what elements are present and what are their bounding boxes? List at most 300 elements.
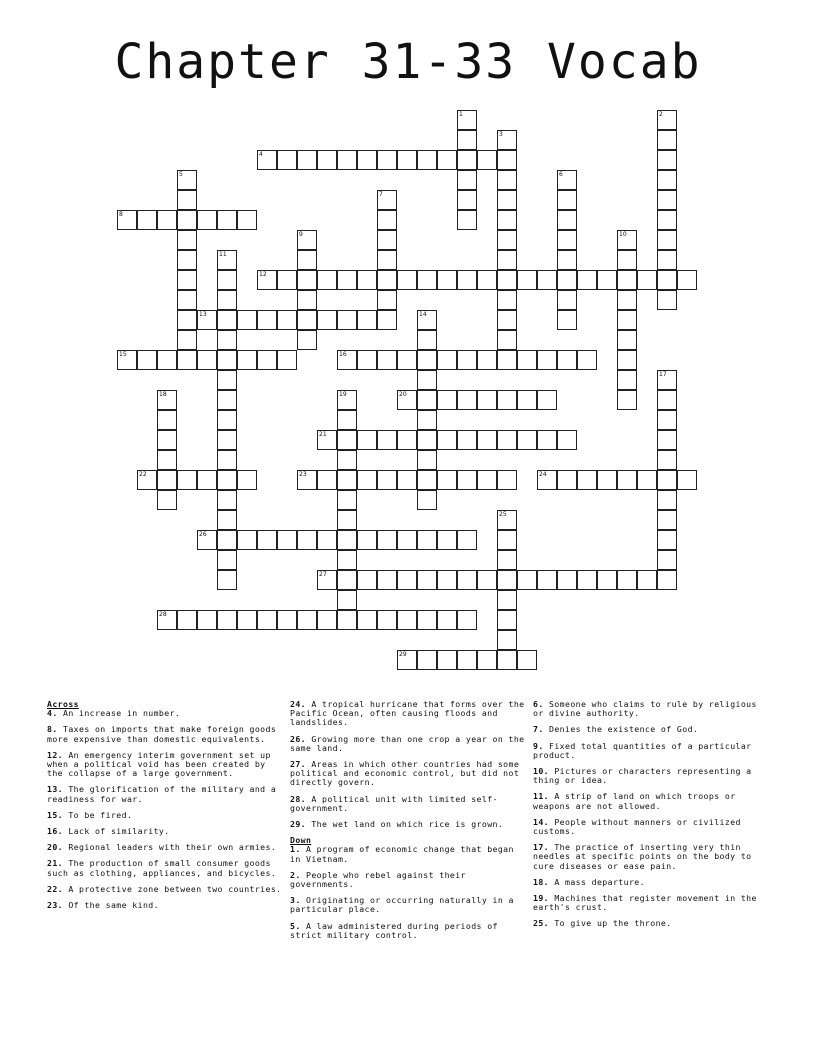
grid-cell[interactable] bbox=[617, 370, 637, 390]
grid-cell[interactable] bbox=[557, 470, 577, 490]
grid-cell[interactable] bbox=[577, 470, 597, 490]
grid-cell[interactable] bbox=[457, 470, 477, 490]
grid-cell[interactable] bbox=[177, 470, 197, 490]
grid-cell[interactable] bbox=[237, 530, 257, 550]
grid-cell[interactable] bbox=[637, 570, 657, 590]
grid-cell[interactable] bbox=[377, 270, 397, 290]
grid-cell[interactable] bbox=[177, 310, 197, 330]
grid-cell[interactable] bbox=[437, 390, 457, 410]
grid-cell[interactable] bbox=[457, 150, 477, 170]
grid-cell[interactable] bbox=[477, 270, 497, 290]
grid-cell[interactable] bbox=[657, 550, 677, 570]
grid-cell[interactable] bbox=[437, 150, 457, 170]
grid-cell[interactable] bbox=[337, 530, 357, 550]
grid-cell[interactable] bbox=[617, 270, 637, 290]
grid-cell[interactable] bbox=[377, 610, 397, 630]
grid-cell[interactable] bbox=[517, 350, 537, 370]
grid-cell[interactable] bbox=[597, 270, 617, 290]
grid-cell[interactable] bbox=[517, 570, 537, 590]
grid-cell[interactable] bbox=[477, 390, 497, 410]
grid-cell[interactable] bbox=[357, 310, 377, 330]
grid-cell[interactable] bbox=[417, 470, 437, 490]
grid-cell[interactable] bbox=[557, 310, 577, 330]
grid-cell[interactable] bbox=[397, 430, 417, 450]
grid-cell[interactable] bbox=[217, 530, 237, 550]
grid-cell[interactable] bbox=[217, 270, 237, 290]
grid-cell[interactable] bbox=[657, 470, 677, 490]
grid-cell[interactable] bbox=[617, 290, 637, 310]
grid-cell[interactable] bbox=[557, 270, 577, 290]
grid-cell[interactable] bbox=[517, 390, 537, 410]
grid-cell[interactable] bbox=[377, 250, 397, 270]
grid-cell[interactable] bbox=[677, 270, 697, 290]
grid-cell[interactable] bbox=[457, 530, 477, 550]
grid-cell[interactable] bbox=[397, 570, 417, 590]
grid-cell[interactable] bbox=[317, 530, 337, 550]
grid-cell[interactable] bbox=[417, 150, 437, 170]
grid-cell[interactable] bbox=[657, 370, 677, 390]
grid-cell[interactable] bbox=[537, 390, 557, 410]
clue-text: Of the same kind. bbox=[63, 900, 159, 911]
grid-cell[interactable] bbox=[517, 430, 537, 450]
grid-cell[interactable] bbox=[257, 270, 277, 290]
grid-cell[interactable] bbox=[157, 410, 177, 430]
grid-cell[interactable] bbox=[297, 250, 317, 270]
clue-number-label: 12. bbox=[47, 749, 63, 760]
grid-cell[interactable] bbox=[257, 150, 277, 170]
grid-cell[interactable] bbox=[157, 450, 177, 470]
grid-cell[interactable] bbox=[277, 530, 297, 550]
grid-cell[interactable] bbox=[417, 330, 437, 350]
grid-cell[interactable] bbox=[297, 230, 317, 250]
grid-cell[interactable] bbox=[157, 390, 177, 410]
grid-cell[interactable] bbox=[397, 470, 417, 490]
grid-cell[interactable] bbox=[217, 210, 237, 230]
grid-cell[interactable] bbox=[477, 650, 497, 670]
grid-cell[interactable] bbox=[657, 230, 677, 250]
grid-cell[interactable] bbox=[437, 570, 457, 590]
grid-cell[interactable] bbox=[497, 230, 517, 250]
grid-cell[interactable] bbox=[457, 130, 477, 150]
grid-cell[interactable] bbox=[377, 570, 397, 590]
grid-cell[interactable] bbox=[557, 170, 577, 190]
grid-cell[interactable] bbox=[497, 330, 517, 350]
grid-cell[interactable] bbox=[137, 470, 157, 490]
grid-cell[interactable] bbox=[377, 190, 397, 210]
grid-cell[interactable] bbox=[417, 610, 437, 630]
grid-cell[interactable] bbox=[517, 270, 537, 290]
clue-text: Originating or occurring naturally in a particular place. bbox=[290, 895, 514, 915]
grid-cell[interactable] bbox=[677, 470, 697, 490]
grid-cell[interactable] bbox=[617, 470, 637, 490]
grid-cell[interactable] bbox=[497, 530, 517, 550]
grid-cell[interactable] bbox=[497, 290, 517, 310]
grid-cell[interactable] bbox=[497, 350, 517, 370]
grid-cell[interactable] bbox=[617, 230, 637, 250]
grid-cell[interactable] bbox=[237, 310, 257, 330]
grid-cell[interactable] bbox=[297, 610, 317, 630]
grid-cell[interactable] bbox=[557, 570, 577, 590]
grid-cell[interactable] bbox=[177, 190, 197, 210]
grid-cell[interactable] bbox=[497, 190, 517, 210]
grid-cell[interactable] bbox=[337, 450, 357, 470]
grid-cell[interactable] bbox=[617, 350, 637, 370]
grid-cell[interactable] bbox=[317, 470, 337, 490]
grid-cell[interactable] bbox=[657, 210, 677, 230]
grid-cell[interactable] bbox=[337, 470, 357, 490]
grid-cell[interactable] bbox=[297, 470, 317, 490]
clues-column-1 bbox=[47, 700, 283, 917]
clue-number-label: 2. bbox=[290, 869, 301, 880]
across-clue bbox=[47, 709, 283, 718]
grid-cell[interactable] bbox=[357, 570, 377, 590]
grid-cell[interactable] bbox=[277, 350, 297, 370]
grid-cell[interactable] bbox=[177, 330, 197, 350]
grid-cell[interactable] bbox=[417, 530, 437, 550]
grid-cell[interactable] bbox=[137, 350, 157, 370]
grid-cell[interactable] bbox=[117, 350, 137, 370]
grid-cell[interactable] bbox=[157, 470, 177, 490]
grid-cell[interactable] bbox=[637, 270, 657, 290]
grid-cell[interactable] bbox=[497, 150, 517, 170]
grid-cell[interactable] bbox=[257, 350, 277, 370]
grid-cell[interactable] bbox=[497, 590, 517, 610]
grid-cell[interactable] bbox=[157, 430, 177, 450]
grid-cell[interactable] bbox=[397, 610, 417, 630]
grid-cell[interactable] bbox=[457, 270, 477, 290]
grid-cell[interactable] bbox=[657, 170, 677, 190]
grid-cell[interactable] bbox=[577, 350, 597, 370]
grid-cell[interactable] bbox=[297, 270, 317, 290]
grid-cell[interactable] bbox=[457, 390, 477, 410]
grid-cell[interactable] bbox=[537, 430, 557, 450]
grid-cell[interactable] bbox=[437, 430, 457, 450]
grid-cell[interactable] bbox=[457, 570, 477, 590]
grid-cell[interactable] bbox=[277, 610, 297, 630]
grid-cell[interactable] bbox=[397, 530, 417, 550]
grid-cell[interactable] bbox=[217, 330, 237, 350]
grid-cell[interactable] bbox=[537, 270, 557, 290]
grid-cell[interactable] bbox=[217, 550, 237, 570]
grid-cell[interactable] bbox=[497, 170, 517, 190]
grid-cell[interactable] bbox=[417, 570, 437, 590]
grid-cell[interactable] bbox=[657, 190, 677, 210]
grid-cell[interactable] bbox=[337, 410, 357, 430]
grid-cell[interactable] bbox=[377, 230, 397, 250]
grid-cell[interactable] bbox=[217, 290, 237, 310]
grid-cell[interactable] bbox=[437, 270, 457, 290]
grid-cell[interactable] bbox=[417, 390, 437, 410]
down-clue bbox=[290, 845, 526, 863]
grid-cell[interactable] bbox=[177, 210, 197, 230]
grid-cell[interactable] bbox=[457, 110, 477, 130]
grid-cell[interactable] bbox=[277, 310, 297, 330]
grid-cell[interactable] bbox=[457, 610, 477, 630]
grid-cell[interactable] bbox=[337, 310, 357, 330]
grid-cell[interactable] bbox=[357, 350, 377, 370]
clue-number: 26 bbox=[199, 531, 207, 538]
grid-cell[interactable] bbox=[457, 650, 477, 670]
grid-cell[interactable] bbox=[197, 210, 217, 230]
grid-cell[interactable] bbox=[497, 310, 517, 330]
grid-cell[interactable] bbox=[657, 570, 677, 590]
grid-cell[interactable] bbox=[237, 350, 257, 370]
grid-cell[interactable] bbox=[357, 430, 377, 450]
grid-cell[interactable] bbox=[177, 610, 197, 630]
grid-cell[interactable] bbox=[437, 610, 457, 630]
grid-cell[interactable] bbox=[417, 350, 437, 370]
grid-cell[interactable] bbox=[217, 350, 237, 370]
grid-cell[interactable] bbox=[577, 270, 597, 290]
grid-cell[interactable] bbox=[377, 430, 397, 450]
grid-cell[interactable] bbox=[337, 490, 357, 510]
grid-cell[interactable] bbox=[397, 650, 417, 670]
grid-cell[interactable] bbox=[377, 530, 397, 550]
grid-cell[interactable] bbox=[337, 430, 357, 450]
grid-cell[interactable] bbox=[317, 610, 337, 630]
clue-number: 9 bbox=[299, 231, 303, 238]
grid-cell[interactable] bbox=[417, 270, 437, 290]
grid-cell[interactable] bbox=[477, 470, 497, 490]
grid-cell[interactable] bbox=[537, 570, 557, 590]
grid-cell[interactable] bbox=[657, 510, 677, 530]
grid-cell[interactable] bbox=[657, 150, 677, 170]
clue-number: 13 bbox=[199, 311, 207, 318]
grid-cell[interactable] bbox=[657, 490, 677, 510]
grid-cell[interactable] bbox=[657, 430, 677, 450]
grid-cell[interactable] bbox=[137, 210, 157, 230]
grid-cell[interactable] bbox=[157, 610, 177, 630]
grid-cell[interactable] bbox=[377, 470, 397, 490]
grid-cell[interactable] bbox=[197, 310, 217, 330]
grid-cell[interactable] bbox=[317, 270, 337, 290]
clue-number-label: 24. bbox=[290, 699, 306, 709]
grid-cell[interactable] bbox=[477, 350, 497, 370]
grid-cell[interactable] bbox=[237, 470, 257, 490]
grid-cell[interactable] bbox=[397, 390, 417, 410]
grid-cell[interactable] bbox=[337, 550, 357, 570]
clue-number-label: 21. bbox=[47, 858, 63, 869]
grid-cell[interactable] bbox=[157, 350, 177, 370]
grid-cell[interactable] bbox=[617, 310, 637, 330]
grid-cell[interactable] bbox=[657, 250, 677, 270]
grid-cell[interactable] bbox=[657, 530, 677, 550]
grid-cell[interactable] bbox=[337, 270, 357, 290]
grid-cell[interactable] bbox=[497, 650, 517, 670]
grid-cell[interactable] bbox=[217, 410, 237, 430]
grid-cell[interactable] bbox=[377, 350, 397, 370]
grid-cell[interactable] bbox=[397, 270, 417, 290]
grid-cell[interactable] bbox=[497, 510, 517, 530]
grid-cell[interactable] bbox=[177, 250, 197, 270]
grid-cell[interactable] bbox=[257, 610, 277, 630]
grid-cell[interactable] bbox=[417, 430, 437, 450]
clue-number-label: 29. bbox=[290, 819, 306, 830]
grid-cell[interactable] bbox=[497, 270, 517, 290]
grid-cell[interactable] bbox=[217, 390, 237, 410]
grid-cell[interactable] bbox=[237, 210, 257, 230]
grid-cell[interactable] bbox=[277, 150, 297, 170]
grid-cell[interactable] bbox=[397, 350, 417, 370]
grid-cell[interactable] bbox=[377, 290, 397, 310]
grid-cell[interactable] bbox=[357, 470, 377, 490]
grid-cell[interactable] bbox=[257, 310, 277, 330]
grid-cell[interactable] bbox=[277, 270, 297, 290]
grid-cell[interactable] bbox=[217, 610, 237, 630]
grid-cell[interactable] bbox=[537, 470, 557, 490]
grid-cell[interactable] bbox=[257, 530, 277, 550]
grid-cell[interactable] bbox=[457, 430, 477, 450]
grid-cell[interactable] bbox=[557, 250, 577, 270]
grid-cell[interactable] bbox=[197, 610, 217, 630]
grid-cell[interactable] bbox=[497, 550, 517, 570]
grid-cell[interactable] bbox=[317, 430, 337, 450]
grid-cell[interactable] bbox=[617, 570, 637, 590]
grid-cell[interactable] bbox=[217, 510, 237, 530]
clue-number: 23 bbox=[299, 471, 307, 478]
grid-cell[interactable] bbox=[557, 210, 577, 230]
grid-cell[interactable] bbox=[517, 650, 537, 670]
grid-cell[interactable] bbox=[457, 170, 477, 190]
grid-cell[interactable] bbox=[217, 470, 237, 490]
grid-cell[interactable] bbox=[217, 250, 237, 270]
grid-cell[interactable] bbox=[417, 370, 437, 390]
grid-cell[interactable] bbox=[337, 390, 357, 410]
grid-cell[interactable] bbox=[377, 310, 397, 330]
grid-cell[interactable] bbox=[297, 530, 317, 550]
clue-text: The practice of inserting very thin needles at specific points on the body to cure diseases or ease pain. bbox=[533, 842, 752, 871]
clue-text: Machines that register movement in the earth's crust. bbox=[533, 893, 757, 913]
grid-cell[interactable] bbox=[557, 190, 577, 210]
grid-cell[interactable] bbox=[617, 250, 637, 270]
grid-cell[interactable] bbox=[657, 390, 677, 410]
grid-cell[interactable] bbox=[657, 410, 677, 430]
grid-cell[interactable] bbox=[217, 310, 237, 330]
grid-cell[interactable] bbox=[597, 570, 617, 590]
grid-cell[interactable] bbox=[457, 350, 477, 370]
grid-cell[interactable] bbox=[657, 270, 677, 290]
clue-text: A law administered during periods of strict military control. bbox=[290, 920, 498, 940]
grid-cell[interactable] bbox=[217, 370, 237, 390]
grid-cell[interactable] bbox=[437, 350, 457, 370]
grid-cell[interactable] bbox=[357, 150, 377, 170]
clue-text: The glorification of the military and a readiness for war. bbox=[47, 784, 277, 804]
grid-cell[interactable] bbox=[297, 290, 317, 310]
grid-cell[interactable] bbox=[477, 150, 497, 170]
grid-cell[interactable] bbox=[417, 410, 437, 430]
grid-cell[interactable] bbox=[477, 430, 497, 450]
grid-cell[interactable] bbox=[197, 350, 217, 370]
grid-cell[interactable] bbox=[497, 570, 517, 590]
grid-cell[interactable] bbox=[337, 590, 357, 610]
clue-number: 6 bbox=[559, 171, 563, 178]
grid-cell[interactable] bbox=[177, 170, 197, 190]
across-clue bbox=[290, 700, 526, 728]
grid-cell[interactable] bbox=[297, 310, 317, 330]
grid-cell[interactable] bbox=[377, 150, 397, 170]
grid-cell[interactable] bbox=[317, 150, 337, 170]
grid-cell[interactable] bbox=[397, 150, 417, 170]
grid-cell[interactable] bbox=[177, 230, 197, 250]
grid-cell[interactable] bbox=[317, 310, 337, 330]
grid-cell[interactable] bbox=[417, 450, 437, 470]
grid-cell[interactable] bbox=[337, 610, 357, 630]
grid-cell[interactable] bbox=[297, 150, 317, 170]
grid-cell[interactable] bbox=[657, 110, 677, 130]
grid-cell[interactable] bbox=[657, 450, 677, 470]
clue-number-label: 28. bbox=[290, 793, 306, 804]
grid-cell[interactable] bbox=[437, 470, 457, 490]
grid-cell[interactable] bbox=[177, 290, 197, 310]
grid-cell[interactable] bbox=[377, 210, 397, 230]
grid-cell[interactable] bbox=[477, 570, 497, 590]
grid-cell[interactable] bbox=[557, 430, 577, 450]
grid-cell[interactable] bbox=[577, 570, 597, 590]
grid-cell[interactable] bbox=[157, 210, 177, 230]
grid-cell[interactable] bbox=[217, 570, 237, 590]
grid-cell[interactable] bbox=[317, 570, 337, 590]
grid-cell[interactable] bbox=[637, 470, 657, 490]
grid-cell[interactable] bbox=[657, 290, 677, 310]
grid-cell[interactable] bbox=[157, 490, 177, 510]
grid-cell[interactable] bbox=[357, 610, 377, 630]
grid-cell[interactable] bbox=[177, 350, 197, 370]
grid-cell[interactable] bbox=[497, 630, 517, 650]
grid-cell[interactable] bbox=[417, 490, 437, 510]
grid-cell[interactable] bbox=[357, 270, 377, 290]
grid-cell[interactable] bbox=[417, 650, 437, 670]
grid-cell[interactable] bbox=[497, 210, 517, 230]
grid-cell[interactable] bbox=[217, 450, 237, 470]
grid-cell[interactable] bbox=[237, 610, 257, 630]
clue-number-label: 26. bbox=[290, 733, 306, 744]
grid-cell[interactable] bbox=[297, 330, 317, 350]
grid-cell[interactable] bbox=[617, 390, 637, 410]
grid-cell[interactable] bbox=[457, 210, 477, 230]
grid-cell[interactable] bbox=[197, 470, 217, 490]
grid-cell[interactable] bbox=[357, 530, 377, 550]
grid-cell[interactable] bbox=[337, 150, 357, 170]
grid-cell[interactable] bbox=[217, 430, 237, 450]
grid-cell[interactable] bbox=[497, 390, 517, 410]
grid-cell[interactable] bbox=[557, 350, 577, 370]
grid-cell[interactable] bbox=[337, 350, 357, 370]
clue-number-label: 20. bbox=[47, 842, 63, 853]
grid-cell[interactable] bbox=[437, 530, 457, 550]
grid-cell[interactable] bbox=[497, 250, 517, 270]
grid-cell[interactable] bbox=[417, 310, 437, 330]
grid-cell[interactable] bbox=[617, 330, 637, 350]
grid-cell[interactable] bbox=[657, 130, 677, 150]
grid-cell[interactable] bbox=[197, 530, 217, 550]
grid-cell[interactable] bbox=[337, 570, 357, 590]
grid-cell[interactable] bbox=[497, 610, 517, 630]
grid-cell[interactable] bbox=[557, 230, 577, 250]
grid-cell[interactable] bbox=[537, 350, 557, 370]
grid-cell[interactable] bbox=[177, 270, 197, 290]
grid-cell[interactable] bbox=[497, 130, 517, 150]
grid-cell[interactable] bbox=[117, 210, 137, 230]
grid-cell[interactable] bbox=[337, 510, 357, 530]
grid-cell[interactable] bbox=[437, 650, 457, 670]
grid-cell[interactable] bbox=[557, 290, 577, 310]
grid-cell[interactable] bbox=[217, 490, 237, 510]
grid-cell[interactable] bbox=[497, 430, 517, 450]
clue-text: An emergency interim government set up when a political void has been created by the collapse of a large government. bbox=[47, 749, 271, 779]
grid-cell[interactable] bbox=[597, 470, 617, 490]
grid-cell[interactable] bbox=[457, 190, 477, 210]
grid-cell[interactable] bbox=[497, 470, 517, 490]
